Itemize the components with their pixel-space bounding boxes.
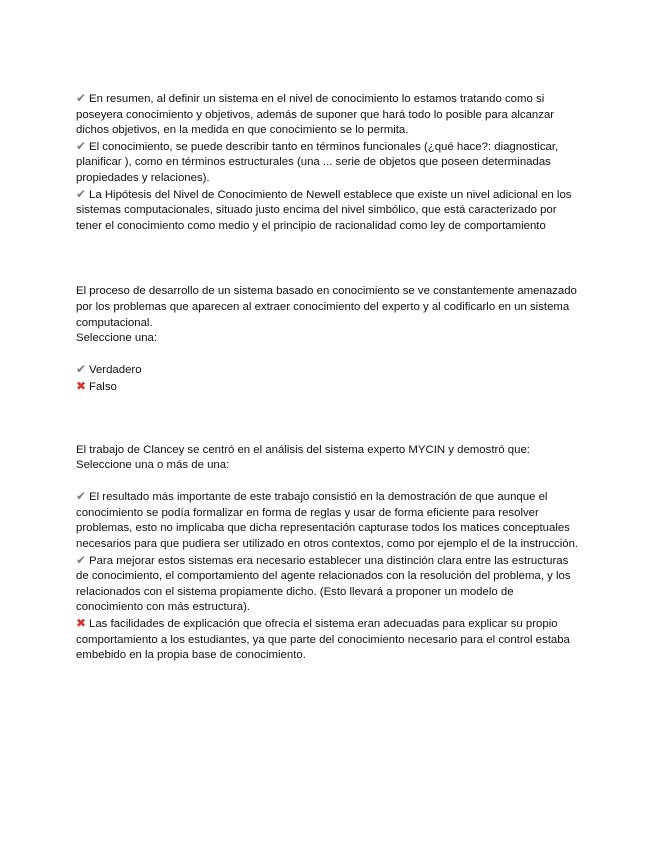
cross-icon: ✖ <box>76 378 87 393</box>
question-prompt: Seleccione una o más de una: <box>76 459 230 472</box>
question-section <box>76 443 581 664</box>
summary-section <box>76 91 581 234</box>
answer-option: ✔ Para mejorar estos sistemas era necesario establecer una distinción clara entre las estructuras de conocimiento, el comportamiento del agente relacionados con la resolución del problema, y los relacionados con el sistema propiamente dicho. (Esto llevará a proponer un modelo de conocimiento con más estructura). <box>76 552 571 614</box>
answer-option: ✖ Las facilidades de explicación que ofrecía el sistema eran adecuadas para explicar su propio comportamiento a los estudiantes, ya que parte del conocimiento necesario para el control estaba embebido en la propia base de conocimiento. <box>76 616 570 662</box>
summary-item: ✔ El conocimiento, se puede describir tanto en términos funcionales (¿qué hace?: diagnosticar, planificar ), como en términos estructurales (una ... serie de objetos que poseen determinadas propiedades y relaciones). <box>76 138 559 184</box>
question-section <box>76 284 581 395</box>
checkmark-icon: ✔ <box>76 552 87 567</box>
checkmark-icon: ✔ <box>76 138 87 153</box>
checkmark-icon: ✔ <box>76 91 87 105</box>
question-text: El trabajo de Clancey se centró en el análisis del sistema experto MYCIN y demostró que: <box>76 443 530 456</box>
document-page <box>76 91 581 664</box>
answer-option: ✖ Falso <box>76 378 117 393</box>
checkmark-icon: ✔ <box>76 186 87 201</box>
summary-item: ✔ En resumen, al definir un sistema en el nivel de conocimiento lo estamos tratando como si poseyera conocimiento y objetivos, además de suponer que hará todo lo posible para alcanzar dichos objetivos, en la medida en que conocimiento se lo permita. <box>76 91 555 137</box>
answer-option: ✔ Verdadero <box>76 362 142 377</box>
question-text: El proceso de desarrollo de un sistema basado en conocimiento se ve constantemente amenazado por los problemas que aparecen al extraer conocimiento del experto y al codificarlo en un sistema computacional. <box>76 285 577 329</box>
cross-icon: ✖ <box>76 616 87 631</box>
question-prompt: Seleccione una: <box>76 332 158 345</box>
answer-option: ✔ El resultado más importante de este trabajo consistió en la demostración de que aunque el conocimiento se podía formalizar en forma de reglas y usar de forma eficiente para resolver problemas, esto no implicaba que dicha representación capturase todos los matices conceptuales necesarios para que pudiera ser utilizado en otros contextos, como por ejemplo el de la instrucción. <box>76 489 579 551</box>
summary-item: ✔ La Hipótesis del Nivel de Conocimiento de Newell establece que existe un nivel adicional en los sistemas computacionales, situado justo encima del nivel simbólico, que está caracterizado por tener el conocimiento como medio y el principio de racionalidad como ley de comportamiento <box>76 186 572 232</box>
checkmark-icon: ✔ <box>76 489 87 504</box>
checkmark-icon: ✔ <box>76 362 87 377</box>
